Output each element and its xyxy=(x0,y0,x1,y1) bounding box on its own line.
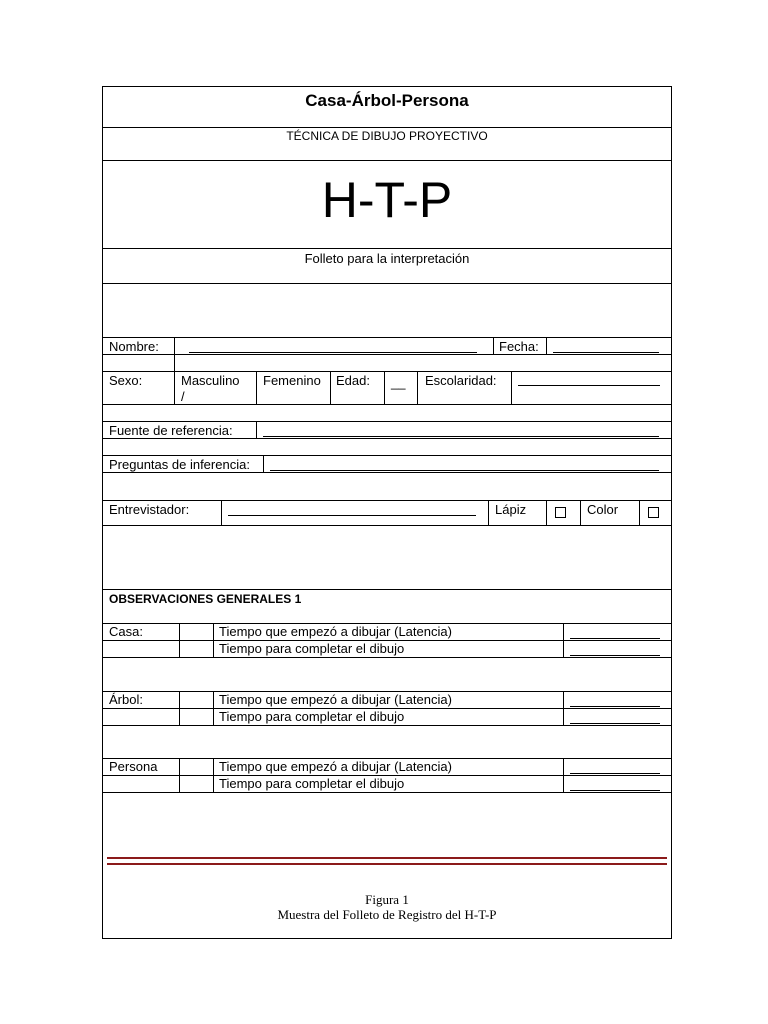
casa-complete-field[interactable] xyxy=(570,655,660,656)
divider xyxy=(330,371,331,404)
preguntas-field[interactable] xyxy=(270,470,659,471)
persona-complete-label: Tiempo para completar el dibujo xyxy=(219,776,405,791)
divider xyxy=(263,455,264,472)
nombre-field[interactable] xyxy=(189,352,477,353)
divider xyxy=(546,337,547,354)
booklet-heading: Folleto para la interpretación xyxy=(304,251,470,266)
casa-complete-label: Tiempo para completar el dibujo xyxy=(219,641,405,656)
casa-latency-field[interactable] xyxy=(570,638,660,639)
observaciones-heading: OBSERVACIONES GENERALES 1 xyxy=(109,592,302,606)
divider xyxy=(488,500,489,525)
persona-latency-label: Tiempo que empezó a dibujar (Latencia) xyxy=(219,759,452,774)
divider xyxy=(103,127,671,128)
fecha-field[interactable] xyxy=(553,352,659,353)
edad-label: Edad: xyxy=(336,373,370,388)
arbol-latency-field[interactable] xyxy=(570,706,660,707)
masculino-option[interactable]: Masculino xyxy=(181,373,240,388)
divider xyxy=(417,371,418,404)
color-checkbox[interactable] xyxy=(648,507,659,518)
fuente-label: Fuente de referencia: xyxy=(109,423,233,438)
divider xyxy=(221,500,222,525)
arbol-complete-field[interactable] xyxy=(570,723,660,724)
fecha-label: Fecha: xyxy=(499,339,539,354)
preguntas-label: Preguntas de inferencia: xyxy=(109,457,250,472)
divider xyxy=(256,371,257,404)
divider xyxy=(103,725,671,726)
divider xyxy=(103,589,671,590)
femenino-option[interactable]: Femenino xyxy=(263,373,321,388)
divider xyxy=(103,657,671,658)
nombre-label: Nombre: xyxy=(109,339,159,354)
persona-complete-field[interactable] xyxy=(570,790,660,791)
divider xyxy=(493,337,494,354)
divider xyxy=(103,455,671,456)
fuente-field[interactable] xyxy=(263,436,659,437)
lapiz-checkbox[interactable] xyxy=(555,507,566,518)
arbol-label: Árbol: xyxy=(109,692,143,707)
divider xyxy=(103,248,671,249)
figure-number: Figura 1 xyxy=(365,892,409,907)
divider xyxy=(103,160,671,161)
edad-field[interactable]: __ xyxy=(391,375,406,390)
form-subtitle: TÉCNICA DE DIBUJO PROYECTIVO xyxy=(286,129,488,143)
casa-latency-label: Tiempo que empezó a dibujar (Latencia) xyxy=(219,624,452,639)
arbol-latency-label: Tiempo que empezó a dibujar (Latencia) xyxy=(219,692,452,707)
divider xyxy=(103,354,671,355)
divider xyxy=(546,500,547,525)
divider xyxy=(103,371,671,372)
casa-label: Casa: xyxy=(109,624,143,639)
escolaridad-label: Escolaridad: xyxy=(425,373,497,388)
divider xyxy=(103,792,671,793)
escolaridad-field[interactable] xyxy=(518,385,660,386)
htp-form xyxy=(102,86,672,939)
accent-rule xyxy=(107,863,667,865)
entrevistador-field[interactable] xyxy=(228,515,476,516)
divider xyxy=(103,438,671,439)
divider xyxy=(103,500,671,501)
divider xyxy=(103,421,671,422)
divider xyxy=(580,500,581,525)
sexo-label: Sexo: xyxy=(109,373,143,388)
arbol-complete-label: Tiempo para completar el dibujo xyxy=(219,709,405,724)
persona-latency-field[interactable] xyxy=(570,773,660,774)
form-code: H-T-P xyxy=(321,172,453,228)
color-label: Color xyxy=(587,502,619,517)
figure-caption: Muestra del Folleto de Registro del H-T-P xyxy=(277,907,497,922)
divider xyxy=(103,337,671,338)
divider xyxy=(103,404,671,405)
divider xyxy=(511,371,512,404)
divider xyxy=(174,371,175,404)
divider xyxy=(639,500,640,525)
divider xyxy=(103,525,671,526)
divider xyxy=(384,371,385,404)
form-title: Casa-Árbol-Persona xyxy=(305,91,469,110)
divider xyxy=(103,472,671,473)
entrevistador-label: Entrevistador: xyxy=(109,502,190,517)
masculino-slash: / xyxy=(181,389,185,404)
persona-label: Persona xyxy=(109,759,158,774)
divider xyxy=(256,421,257,438)
divider xyxy=(103,283,671,284)
accent-rule xyxy=(107,857,667,859)
lapiz-label: Lápiz xyxy=(495,502,527,517)
